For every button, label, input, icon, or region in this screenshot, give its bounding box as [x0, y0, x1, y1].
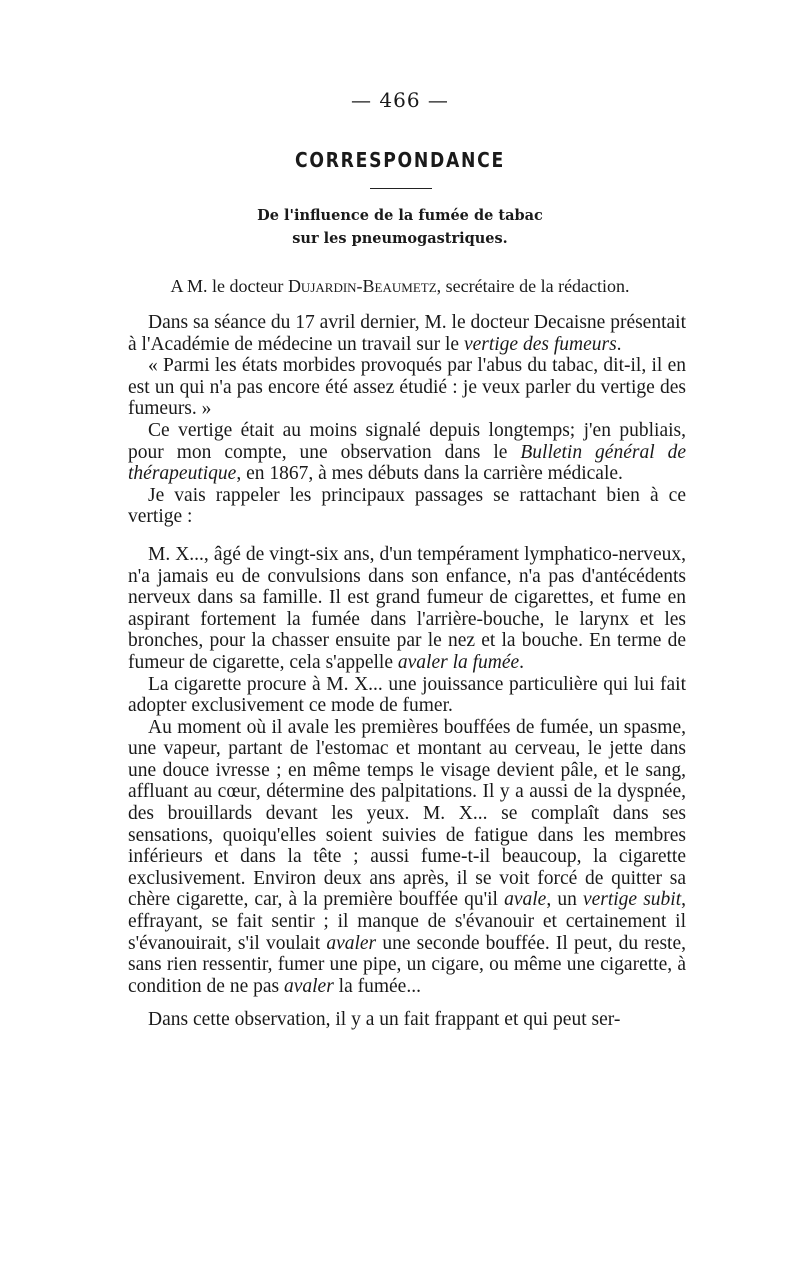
- article-body: [128, 312, 686, 1031]
- article-title-line-1: De l'influence de la fumée de tabac: [257, 207, 543, 224]
- paragraph-8: Dans cette observation, il y a un fait frappant et qui peut ser-: [148, 1009, 621, 1031]
- p3-end: , en 1867, à mes débuts dans la carrière médicale.: [236, 463, 623, 485]
- p3-italic: Bulletin général de thérapeutique: [128, 441, 686, 485]
- p7-italic-f: avaler: [326, 932, 377, 954]
- paragraph-5: [128, 544, 686, 674]
- page-number: — 466 —: [351, 88, 449, 112]
- addressee-name: Dujardin-Beaumetz: [287, 276, 437, 296]
- address-suffix: , secrétaire de la rédaction.: [436, 276, 630, 296]
- p7-text-e: , effrayant, se fait sentir ; il manque de s'évanouir et certainement il s'évanouirait, s'il voulait: [128, 889, 686, 954]
- paragraph-7: [128, 717, 686, 998]
- p7-italic-b: avale: [504, 889, 547, 911]
- p3-text: Ce vertige était au moins signalé depuis longtemps; j'en publiais, pour mon compte, une observation dans le: [128, 419, 686, 463]
- title-divider: [370, 188, 432, 189]
- p7-italic-h: avaler: [283, 975, 334, 997]
- p1-italic: vertige des fumeurs: [463, 333, 617, 355]
- p5-end: .: [519, 651, 525, 673]
- address-prefix: A M. le docteur: [170, 276, 288, 296]
- paragraph-1: [128, 312, 686, 355]
- paragraph-2: « Parmi les états morbides provoqués par l'abus du tabac, dit-il, il en est un qui n'a pas encore été assez étudié : je veux parler du vertige des fumeurs. »: [128, 355, 686, 420]
- p1-end: .: [616, 333, 622, 355]
- article-title-line-2: sur les pneumogastriques.: [292, 230, 508, 247]
- p7-text-a: Au moment où il avale les premières bouffées de fumée, un spasme, une vapeur, partant de l'estomac et montant au cerveau, le jette dans une douce ivresse ; en même temps le visage devient pâle, et le sang, affluant au cœur, détermine des palpitations. Il y a aussi de la dyspnée, des brouillards devant les yeux. M. X... se complaît dans ses sensations, quoiqu'elles soient suivies de fatigue dans les membres inférieurs et dans la tête ; aussi fume-t-il beaucoup, la cigarette exclusivement. Environ deux ans après, il se voit forcé de quitter sa chère cigarette, car, à la première bouffée qu'il: [128, 716, 686, 911]
- paragraph-6: La cigarette procure à M. X... une jouissance particulière qui lui fait adopter exclusivement ce mode de fumer.: [128, 673, 686, 717]
- p5-text: M. X..., âgé de vingt-six ans, d'un tempérament lymphatico-nerveux, n'a jamais eu de convulsions dans son enfance, n'a pas d'antécédents nerveux dans sa famille. Il est grand fumeur de cigarettes, et fume en aspirant fortement la fumée dans l'arrière-bouche, le larynx et les bronches, pour la chasser ensuite par le nez et la bouche. En terme de fumeur de cigarette, cela s'appelle: [128, 543, 686, 673]
- p5-italic: avaler la fumée: [397, 651, 520, 673]
- p7-italic-d: vertige subit: [582, 889, 682, 911]
- p7-text-i: la fumée...: [333, 975, 421, 997]
- p7-text-g: une seconde bouffée. Il peut, du reste, sans rien ressentir, fumer une pipe, un cigare, ou même une cigarette, à condition de ne pas: [128, 932, 686, 997]
- section-title: CORRESPONDANCE: [295, 148, 505, 172]
- p7-text-c: , un: [546, 889, 583, 911]
- paragraph-3: [128, 420, 686, 485]
- p1-text: Dans sa séance du 17 avril dernier, M. le docteur Decaisne présentait à l'Académie de médecine un travail sur le: [128, 312, 686, 355]
- address-line: [0, 276, 800, 297]
- paragraph-4: Je vais rappeler les principaux passages se rattachant bien à ce vertige :: [128, 484, 686, 528]
